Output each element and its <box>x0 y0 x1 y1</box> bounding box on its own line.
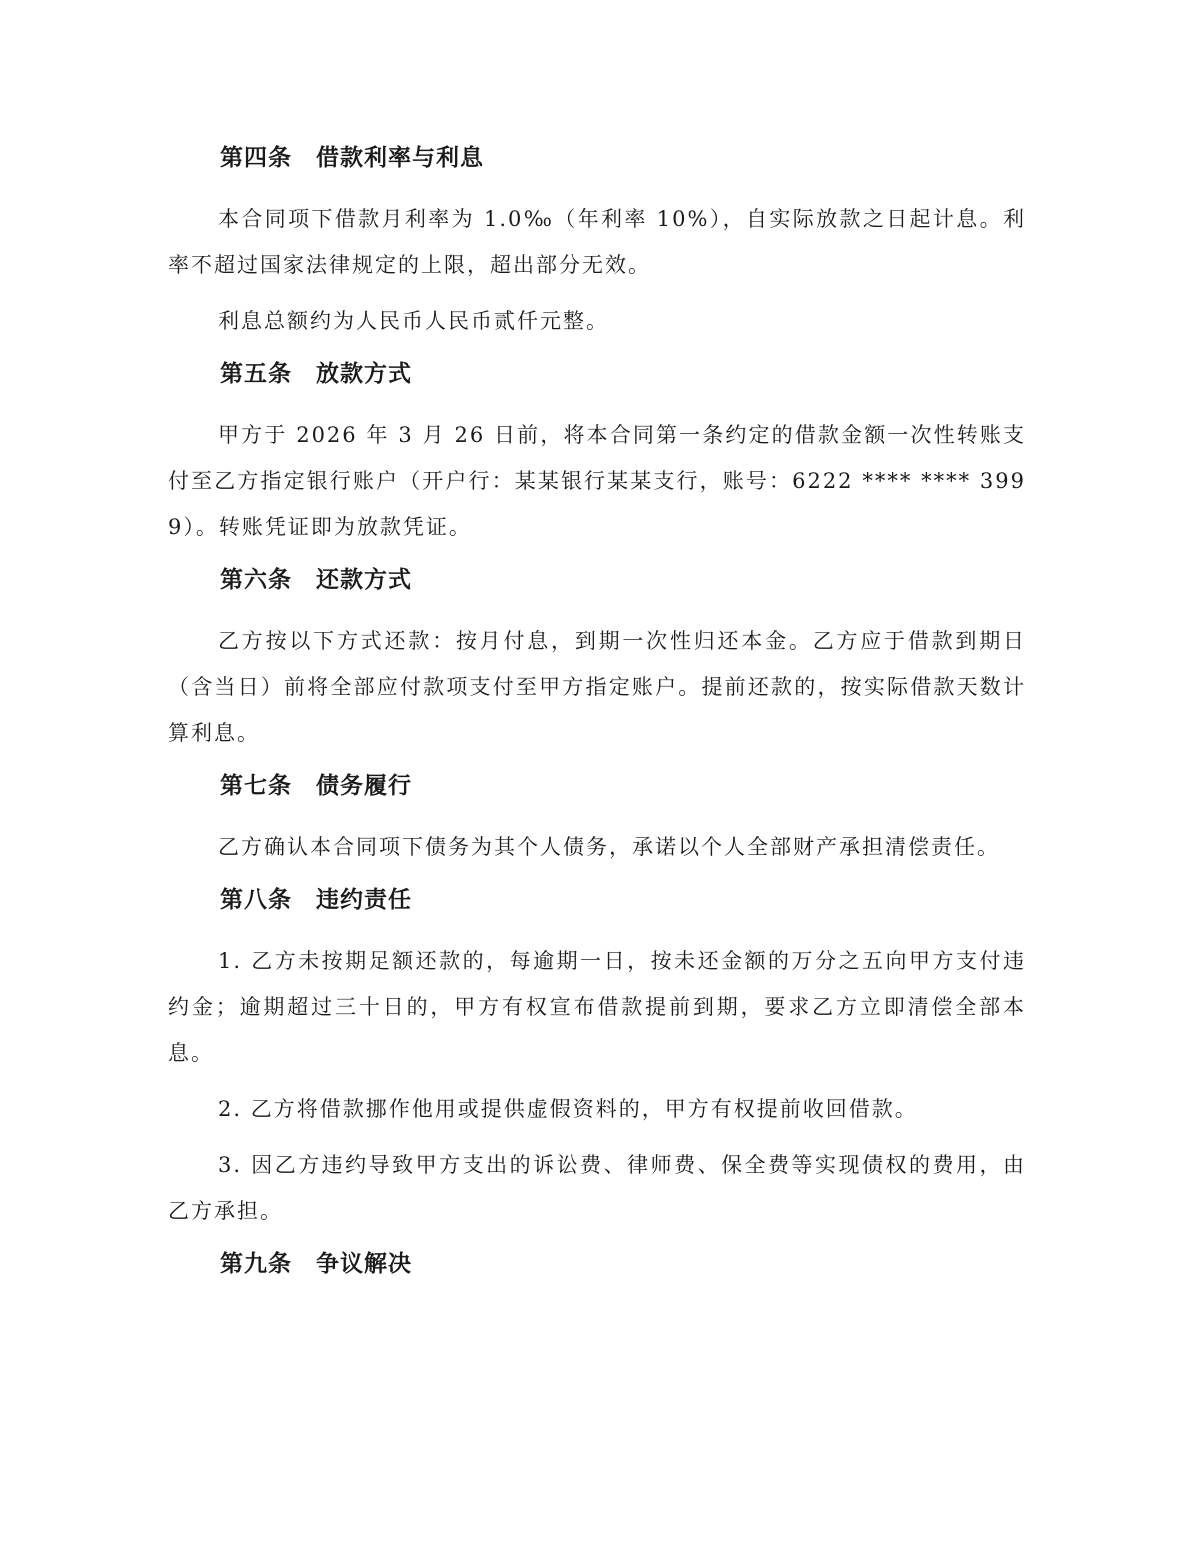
article-8-heading: 第八条 违约责任 <box>220 887 412 913</box>
article-4-paragraph-2: 利息总额约为人民币人民币贰仟元整。 <box>218 309 609 333</box>
document-body <box>168 138 1026 1302</box>
article-8-item-1: 1. 乙方未按期足额还款的，每逾期一日，按未还金额的万分之五向甲方支付违约金；逾期超过三十日的，甲方有权宣布借款提前到期，要求乙方立即清偿全部本息。 <box>168 949 1026 1065</box>
article-8-item-2: 2. 乙方将借款挪作他用或提供虚假资料的，甲方有权提前收回借款。 <box>218 1097 918 1121</box>
article-6-heading: 第六条 还款方式 <box>220 567 412 593</box>
article-4-heading: 第四条 借款利率与利息 <box>220 145 484 171</box>
article-7-paragraph-1: 乙方确认本合同项下债务为其个人债务，承诺以个人全部财产承担清偿责任。 <box>218 835 1000 859</box>
article-6-paragraph-1: 乙方按以下方式还款：按月付息，到期一次性归还本金。乙方应于借款到期日（含当日）前将全部应付款项支付至甲方指定账户。提前还款的，按实际借款天数计算利息。 <box>168 629 1026 745</box>
article-8-item-3: 3. 因乙方违约导致甲方支出的诉讼费、律师费、保全费等实现债权的费用，由乙方承担。 <box>168 1153 1026 1223</box>
article-5-paragraph-1: 甲方于 2026 年 3 月 26 日前，将本合同第一条约定的借款金额一次性转账支付至乙方指定银行账户（开户行：某某银行某某支行，账号：6222 **** **** 3999）。转账凭证即为放款凭证。 <box>168 423 1026 539</box>
article-7-heading: 第七条 债务履行 <box>220 773 412 799</box>
article-4-paragraph-1: 本合同项下借款月利率为 1.0‰（年利率 10%），自实际放款之日起计息。利率不超过国家法律规定的上限，超出部分无效。 <box>168 207 1026 277</box>
article-5-heading: 第五条 放款方式 <box>220 361 412 387</box>
article-9-heading: 第九条 争议解决 <box>220 1251 412 1277</box>
